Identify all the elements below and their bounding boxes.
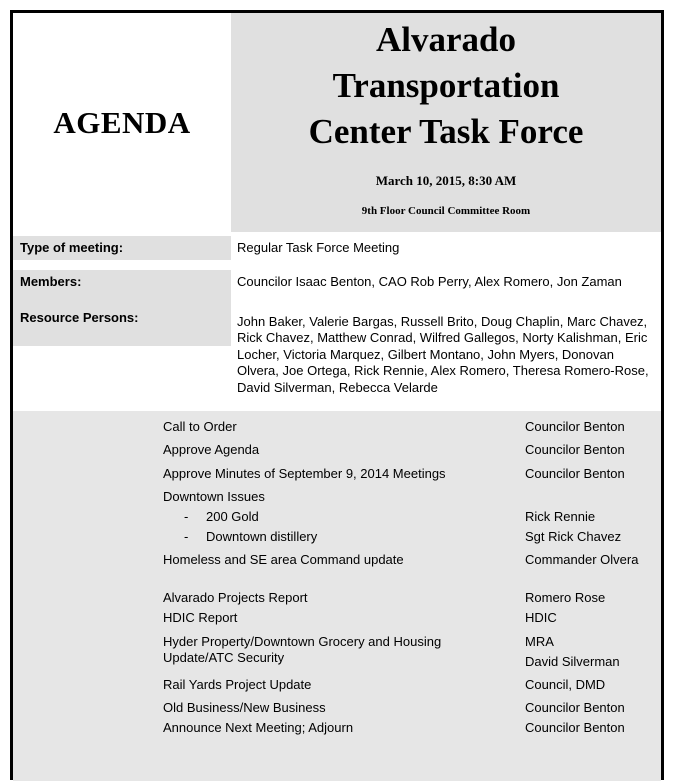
presenter: David Silverman — [525, 654, 620, 669]
list-item: Old Business/New Business — [163, 700, 326, 715]
sub-item-text: Downtown distillery — [206, 529, 318, 544]
title-line-3: Center Task Force — [308, 112, 584, 151]
list-item: Downtown Issues — [163, 489, 265, 504]
meeting-type-label: Type of meeting: — [13, 236, 231, 260]
dash-bullet: - — [184, 509, 189, 524]
sub-list-item — [184, 509, 259, 524]
list-item: Approve Agenda — [163, 442, 260, 457]
presenter: HDIC — [525, 610, 557, 625]
agenda-header — [13, 13, 661, 232]
presenter: Councilor Benton — [525, 700, 625, 715]
title-cell — [231, 13, 661, 232]
list-item: Rail Yards Project Update — [163, 677, 312, 692]
presenter: Commander Olvera — [525, 552, 639, 567]
list-item: Call to Order — [163, 419, 237, 434]
list-item: Alvarado Projects Report — [163, 590, 308, 605]
list-item: Homeless and SE area Command update — [163, 552, 404, 567]
meeting-location: 9th Floor Council Committee Room — [361, 205, 531, 217]
list-item: HDIC Report — [163, 610, 238, 625]
sub-item-text: 200 Gold — [206, 509, 259, 524]
presenter: Romero Rose — [525, 590, 606, 605]
members-label: Members: — [20, 274, 82, 289]
agenda-page — [10, 10, 664, 780]
members-label-cell — [13, 270, 231, 346]
page-title — [231, 17, 661, 155]
presenter: Councilor Benton — [525, 442, 625, 457]
presenter: Councilor Benton — [525, 466, 625, 481]
presenter: MRA — [525, 634, 554, 649]
dash-bullet: - — [184, 529, 189, 544]
sub-list-item — [184, 529, 317, 544]
presenter: Council, DMD — [525, 677, 606, 692]
presenter: Councilor Benton — [525, 720, 625, 735]
resource-persons-label: Resource Persons: — [20, 310, 139, 325]
title-line-2: Transportation — [332, 66, 560, 105]
agenda-label: AGENDA — [53, 104, 191, 140]
list-item: Approve Minutes of September 9, 2014 Meetings — [163, 466, 446, 481]
presenter: Councilor Benton — [525, 419, 625, 434]
members-value: Councilor Isaac Benton, CAO Rob Perry, Alex Romero, Jon Zaman — [237, 274, 622, 289]
agenda-items — [13, 411, 661, 781]
list-item: Hyder Property/Downtown Grocery and Housing — [163, 634, 442, 649]
list-item: Announce Next Meeting; Adjourn — [163, 720, 354, 735]
presenter: Sgt Rick Chavez — [525, 529, 622, 544]
meeting-date-time: March 10, 2015, 8:30 AM — [375, 173, 517, 188]
list-item-continued: Update/ATC Security — [163, 650, 285, 665]
presenter: Rick Rennie — [525, 509, 596, 524]
resource-persons-value: John Baker, Valerie Bargas, Russell Brito, Doug Chaplin, Marc Chavez, Rick Chavez, Matthew Conrad, Wilfred Gallegos, Norty Kalishman, Eric Locher, Victoria Marquez, Gilbert Montano, John Myers, Donovan Olvera, Joe Ortega, Rick Rennie, Alex Romero, Theresa Romero-Rose, David Silverman, Rebecca Velarde — [237, 314, 649, 395]
meeting-type-value: Regular Task Force Meeting — [237, 240, 400, 255]
title-line-1: Alvarado — [376, 20, 516, 59]
agenda-label-cell — [13, 13, 231, 232]
